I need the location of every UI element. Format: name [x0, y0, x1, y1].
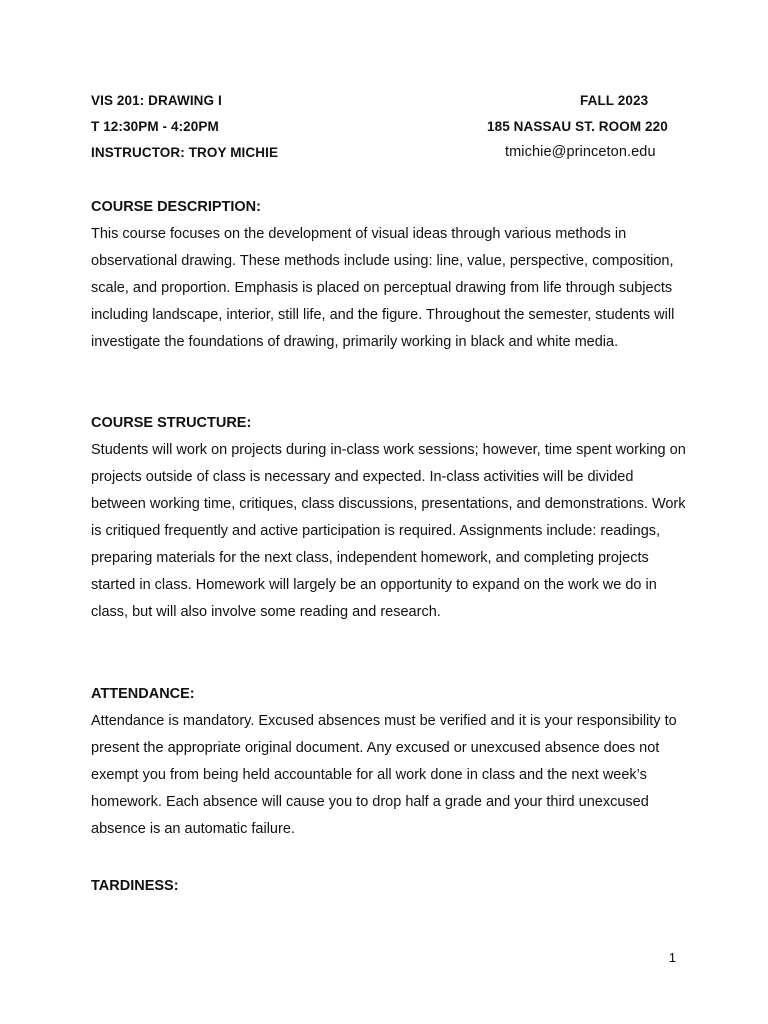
course-structure-section	[91, 410, 691, 626]
attendance-heading: ATTENDANCE:	[91, 686, 195, 702]
course-location: 185 NASSAU ST. ROOM 220	[487, 119, 668, 134]
course-structure-heading: COURSE STRUCTURE:	[91, 415, 252, 431]
course-description-body: This course focuses on the development of visual ideas through various methods in observational drawing. These methods include using: line, value, perspective, composition, scale, and proportion. Emphasis is placed on perceptual drawing from life through subjects including landscape, interior, still life, and the figure. Throughout the semester, students will investigate the foundations of drawing, primarily working in black and white media.	[91, 226, 675, 350]
attendance-section	[91, 681, 691, 843]
course-code: VIS 201: DRAWING I	[91, 93, 222, 108]
tardiness-section	[91, 873, 691, 900]
page-number: 1	[668, 950, 676, 965]
tardiness-heading: TARDINESS:	[91, 878, 179, 894]
course-structure-body: Students will work on projects during in-class work sessions; however, time spent working on projects outside of class is necessary and expected. In-class activities will be divided between working time, critiques, class discussions, presentations, and demonstrations. Work is critiqued frequently and active participation is required. Assignments include: readings, preparing materials for the next class, independent homework, and completing projects started in class. Homework will largely be an opportunity to expand on the work we do in class, but will also involve some reading and research.	[91, 442, 686, 620]
attendance-body: Attendance is mandatory. Excused absences must be verified and it is your responsibility to present the appropriate original document. Any excused or unexcused absence does not exempt you from being held accountable for all work done in class and the next week’s homework. Each absence will cause you to drop half a grade and your third unexcused absence is an automatic failure.	[91, 713, 677, 837]
course-term: FALL 2023	[580, 93, 649, 108]
instructor-email: tmichie@princeton.edu	[505, 144, 656, 160]
course-schedule: T 12:30PM - 4:20PM	[91, 119, 219, 134]
course-description-heading: COURSE DESCRIPTION:	[91, 199, 261, 215]
instructor-name: INSTRUCTOR: TROY MICHIE	[91, 145, 279, 160]
course-description-section	[91, 194, 691, 356]
